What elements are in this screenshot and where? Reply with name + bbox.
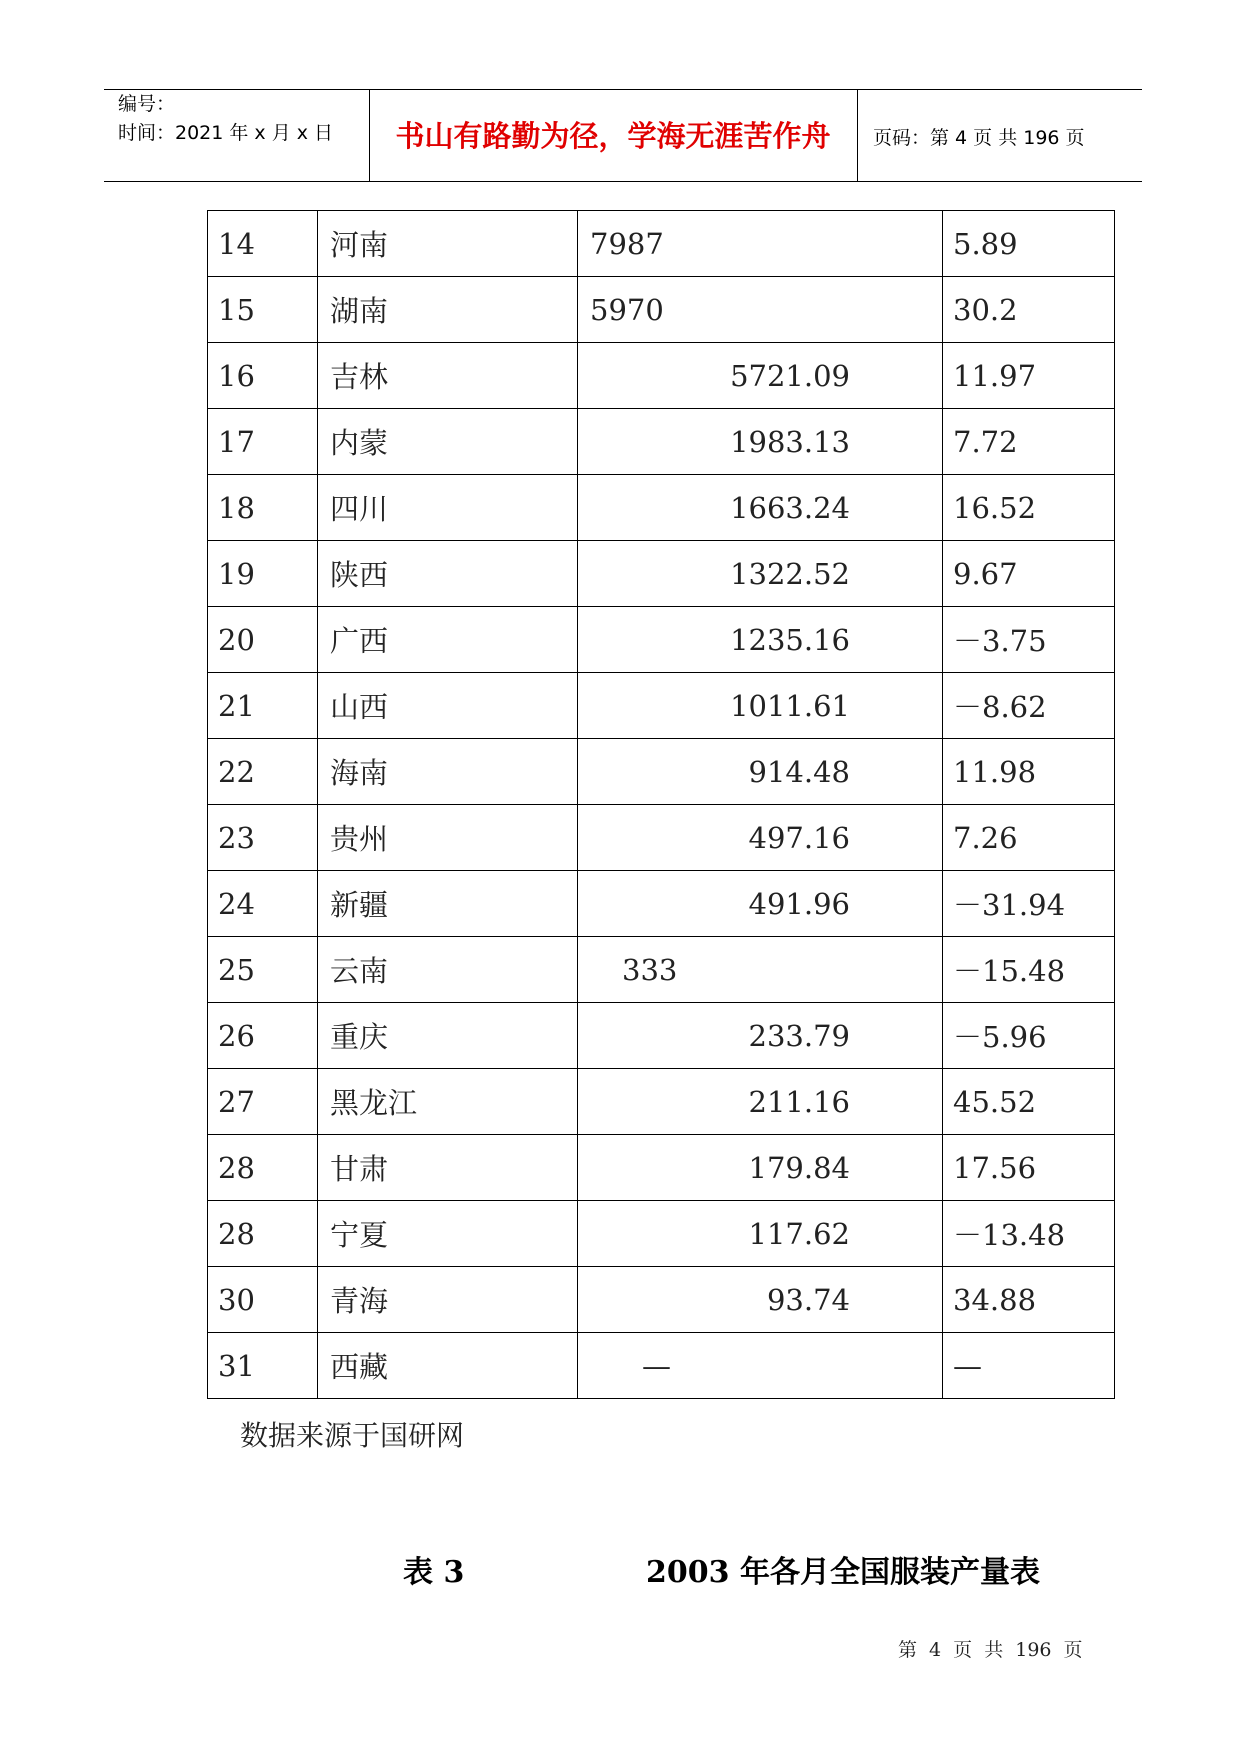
province-cell: 云南 (318, 937, 578, 1003)
table-row (208, 1003, 1115, 1069)
value-cell: 497.16 (578, 805, 943, 871)
value-cell: 1983.13 (578, 409, 943, 475)
header-time-label: 时间：2021 年 x 月 x 日 (118, 122, 334, 144)
change-cell: －3.75 (943, 607, 1115, 673)
change-cell: 45.52 (943, 1069, 1115, 1135)
header-bottom-rule (104, 181, 1142, 182)
value-cell: 1322.52 (578, 541, 943, 607)
value-cell: 117.62 (578, 1201, 943, 1267)
change-cell: 16.52 (943, 475, 1115, 541)
header-motto: 书山有路勤为径，学海无涯苦作舟 (395, 119, 831, 153)
change-cell: 30.2 (943, 277, 1115, 343)
rank-cell: 22 (208, 739, 318, 805)
province-cell: 湖南 (318, 277, 578, 343)
province-cell: 内蒙 (318, 409, 578, 475)
change-cell: 17.56 (943, 1135, 1115, 1201)
rank-cell: 16 (208, 343, 318, 409)
source-note: 数据来源于国研网 (240, 1419, 465, 1452)
rank-cell: 18 (208, 475, 318, 541)
province-cell: 贵州 (318, 805, 578, 871)
value-cell: 914.48 (578, 739, 943, 805)
rank-cell: 30 (208, 1267, 318, 1333)
change-cell: 11.97 (943, 343, 1115, 409)
value-cell: 233.79 (578, 1003, 943, 1069)
rank-cell: 26 (208, 1003, 318, 1069)
table-row (208, 541, 1115, 607)
province-cell: 青海 (318, 1267, 578, 1333)
change-cell: －15.48 (943, 937, 1115, 1003)
table-row (208, 277, 1115, 343)
value-cell: 5721.09 (578, 343, 943, 409)
change-cell: －5.96 (943, 1003, 1115, 1069)
value-cell: 5970 (578, 277, 943, 343)
table-row (208, 937, 1115, 1003)
change-cell: －8.62 (943, 673, 1115, 739)
table-row (208, 805, 1115, 871)
province-cell: 广西 (318, 607, 578, 673)
table-row (208, 343, 1115, 409)
province-cell: 陕西 (318, 541, 578, 607)
value-cell: 1235.16 (578, 607, 943, 673)
rank-cell: 23 (208, 805, 318, 871)
table-row (208, 211, 1115, 277)
province-cell: 山西 (318, 673, 578, 739)
table3-title: 2003 年各月全国服装产量表 (646, 1555, 1040, 1590)
table-row (208, 607, 1115, 673)
change-cell: －31.94 (943, 871, 1115, 937)
change-cell: －13.48 (943, 1201, 1115, 1267)
table-row (208, 673, 1115, 739)
province-cell: 宁夏 (318, 1201, 578, 1267)
value-cell: 211.16 (578, 1069, 943, 1135)
province-cell: 甘肃 (318, 1135, 578, 1201)
header-divider-left (369, 89, 370, 181)
table-row (208, 1333, 1115, 1399)
table-row (208, 739, 1115, 805)
table-row (208, 1201, 1115, 1267)
rank-cell: 28 (208, 1201, 318, 1267)
rank-cell: 15 (208, 277, 318, 343)
rank-cell: 25 (208, 937, 318, 1003)
value-cell: 333 (578, 937, 943, 1003)
header-divider-right (857, 89, 858, 181)
rank-cell: 20 (208, 607, 318, 673)
table3-label: 表 3 (403, 1555, 465, 1590)
province-table (207, 210, 1115, 1399)
table-row (208, 1135, 1115, 1201)
table-row (208, 1069, 1115, 1135)
rank-cell: 27 (208, 1069, 318, 1135)
change-cell: 34.88 (943, 1267, 1115, 1333)
value-cell: 179.84 (578, 1135, 943, 1201)
table-row (208, 475, 1115, 541)
province-cell: 吉林 (318, 343, 578, 409)
header-top-rule (104, 89, 1142, 90)
rank-cell: 19 (208, 541, 318, 607)
change-cell: 11.98 (943, 739, 1115, 805)
change-cell: 9.67 (943, 541, 1115, 607)
table-row (208, 1267, 1115, 1333)
value-cell: 491.96 (578, 871, 943, 937)
rank-cell: 24 (208, 871, 318, 937)
value-cell: 7987 (578, 211, 943, 277)
value-cell: — (578, 1333, 943, 1399)
province-table-body (208, 211, 1115, 1399)
rank-cell: 21 (208, 673, 318, 739)
province-cell: 河南 (318, 211, 578, 277)
rank-cell: 28 (208, 1135, 318, 1201)
province-cell: 重庆 (318, 1003, 578, 1069)
header-code-label: 编号： (118, 93, 176, 115)
rank-cell: 14 (208, 211, 318, 277)
province-cell: 黑龙江 (318, 1069, 578, 1135)
rank-cell: 17 (208, 409, 318, 475)
province-cell: 新疆 (318, 871, 578, 937)
value-cell: 93.74 (578, 1267, 943, 1333)
value-cell: 1663.24 (578, 475, 943, 541)
change-cell: 5.89 (943, 211, 1115, 277)
rank-cell: 31 (208, 1333, 318, 1399)
header-page-label: 页码：第 4 页 共 196 页 (873, 127, 1085, 149)
change-cell: 7.26 (943, 805, 1115, 871)
table-row (208, 409, 1115, 475)
value-cell: 1011.61 (578, 673, 943, 739)
province-cell: 海南 (318, 739, 578, 805)
footer-page-number: 第 4 页 共 196 页 (898, 1639, 1083, 1661)
change-cell: 7.72 (943, 409, 1115, 475)
change-cell: — (943, 1333, 1115, 1399)
table-row (208, 871, 1115, 937)
province-cell: 四川 (318, 475, 578, 541)
province-cell: 西藏 (318, 1333, 578, 1399)
